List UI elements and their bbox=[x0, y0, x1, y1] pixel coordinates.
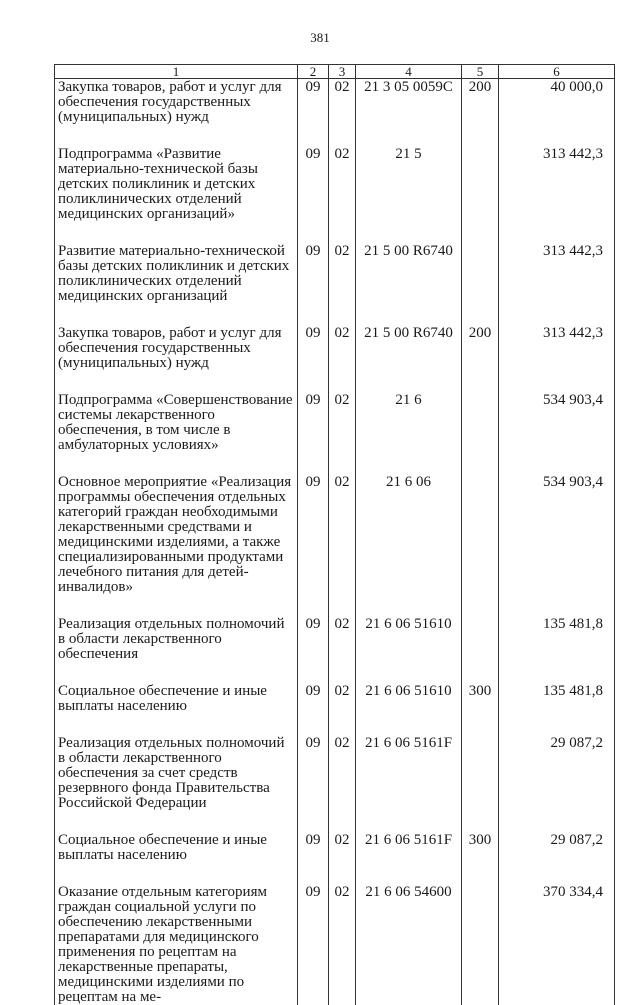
page-number: 381 bbox=[310, 30, 330, 45]
table-row bbox=[55, 684, 615, 736]
row-section: 09 bbox=[298, 326, 329, 393]
table-row bbox=[55, 617, 615, 684]
row-target-article: 21 6 bbox=[356, 393, 462, 475]
row-expense-type bbox=[462, 393, 499, 475]
row-subsection: 02 bbox=[329, 684, 356, 736]
row-expense-type: 200 bbox=[462, 79, 499, 148]
table-row bbox=[55, 79, 615, 148]
row-subsection: 02 bbox=[329, 736, 356, 833]
row-name: Развитие материально-технической базы детских поликлиник и детских поликлинических отделений медицинских организаций bbox=[55, 244, 298, 326]
row-name: Закупка товаров, работ и услуг для обеспечения государственных (муниципальных) нужд bbox=[55, 79, 298, 148]
row-expense-type bbox=[462, 244, 499, 326]
row-section: 09 bbox=[298, 244, 329, 326]
row-name: Закупка товаров, работ и услуг для обеспечения государственных (муниципальных) нужд bbox=[55, 326, 298, 393]
row-amount: 313 442,3 bbox=[499, 326, 615, 393]
row-target-article: 21 3 05 0059C bbox=[356, 79, 462, 148]
row-expense-type: 300 bbox=[462, 833, 499, 885]
row-target-article: 21 5 00 R6740 bbox=[356, 326, 462, 393]
row-name: Социальное обеспечение и иные выплаты населению bbox=[55, 684, 298, 736]
table-row bbox=[55, 885, 615, 1005]
row-amount: 370 334,4 bbox=[499, 885, 615, 1005]
column-header-expense-type: 5 bbox=[462, 65, 499, 79]
row-amount: 29 087,2 bbox=[499, 736, 615, 833]
table-row bbox=[55, 736, 615, 833]
table-row bbox=[55, 475, 615, 617]
row-name: Реализация отдельных полномочий в области лекарственного обеспечения за счет средств резервного фонда Правительства Российской Федерации bbox=[55, 736, 298, 833]
row-subsection: 02 bbox=[329, 617, 356, 684]
row-section: 09 bbox=[298, 79, 329, 148]
row-amount: 135 481,8 bbox=[499, 617, 615, 684]
column-header-subsection: 3 bbox=[329, 65, 356, 79]
row-section: 09 bbox=[298, 885, 329, 1005]
row-subsection: 02 bbox=[329, 147, 356, 244]
row-expense-type bbox=[462, 617, 499, 684]
row-target-article: 21 6 06 5161F bbox=[356, 833, 462, 885]
row-expense-type bbox=[462, 885, 499, 1005]
row-expense-type bbox=[462, 147, 499, 244]
row-target-article: 21 5 00 R6740 bbox=[356, 244, 462, 326]
row-target-article: 21 6 06 51610 bbox=[356, 617, 462, 684]
row-amount: 534 903,4 bbox=[499, 475, 615, 617]
row-section: 09 bbox=[298, 617, 329, 684]
row-amount: 29 087,2 bbox=[499, 833, 615, 885]
row-subsection: 02 bbox=[329, 885, 356, 1005]
row-amount: 313 442,3 bbox=[499, 244, 615, 326]
row-section: 09 bbox=[298, 833, 329, 885]
row-amount: 313 442,3 bbox=[499, 147, 615, 244]
row-section: 09 bbox=[298, 393, 329, 475]
table-row bbox=[55, 833, 615, 885]
row-name: Оказание отдельным категориям граждан социальной услуги по обеспечению лекарственными препаратами для медицинского применения по рецептам на лекарственные препараты, медицинскими изделиями по рецептам на ме- bbox=[55, 885, 298, 1005]
row-target-article: 21 6 06 54600 bbox=[356, 885, 462, 1005]
table-row bbox=[55, 147, 615, 244]
budget-table bbox=[54, 64, 615, 1005]
row-section: 09 bbox=[298, 147, 329, 244]
table-row bbox=[55, 326, 615, 393]
column-header-target-article: 4 bbox=[356, 65, 462, 79]
row-target-article: 21 6 06 51610 bbox=[356, 684, 462, 736]
row-section: 09 bbox=[298, 736, 329, 833]
row-expense-type bbox=[462, 736, 499, 833]
row-target-article: 21 6 06 bbox=[356, 475, 462, 617]
row-name: Социальное обеспечение и иные выплаты населению bbox=[55, 833, 298, 885]
column-header-amount: 6 bbox=[499, 65, 615, 79]
row-amount: 135 481,8 bbox=[499, 684, 615, 736]
row-name: Подпрограмма «Развитие материально-технической базы детских поликлиник и детских поликлинических отделений медицинских организаций» bbox=[55, 147, 298, 244]
column-number-row bbox=[55, 65, 615, 79]
row-subsection: 02 bbox=[329, 475, 356, 617]
row-section: 09 bbox=[298, 475, 329, 617]
row-name: Подпрограмма «Совершенствование системы лекарственного обеспечения, в том числе в амбулаторных условиях» bbox=[55, 393, 298, 475]
table-row bbox=[55, 393, 615, 475]
row-target-article: 21 5 bbox=[356, 147, 462, 244]
row-subsection: 02 bbox=[329, 833, 356, 885]
row-amount: 40 000,0 bbox=[499, 79, 615, 148]
row-name: Реализация отдельных полномочий в области лекарственного обеспечения bbox=[55, 617, 298, 684]
row-amount: 534 903,4 bbox=[499, 393, 615, 475]
row-subsection: 02 bbox=[329, 326, 356, 393]
budget-table-container bbox=[54, 64, 614, 1005]
row-expense-type: 200 bbox=[462, 326, 499, 393]
table-row bbox=[55, 244, 615, 326]
row-section: 09 bbox=[298, 684, 329, 736]
column-header-name: 1 bbox=[55, 65, 298, 79]
row-subsection: 02 bbox=[329, 79, 356, 148]
row-expense-type bbox=[462, 475, 499, 617]
row-subsection: 02 bbox=[329, 244, 356, 326]
row-subsection: 02 bbox=[329, 393, 356, 475]
row-target-article: 21 6 06 5161F bbox=[356, 736, 462, 833]
row-name: Основное мероприятие «Реализация программы обеспечения отдельных категорий граждан необходимыми лекарственными средствами и медицинскими изделиями, а также специализированными продуктами лечебного питания для детей-инвалидов» bbox=[55, 475, 298, 617]
column-header-section: 2 bbox=[298, 65, 329, 79]
row-expense-type: 300 bbox=[462, 684, 499, 736]
